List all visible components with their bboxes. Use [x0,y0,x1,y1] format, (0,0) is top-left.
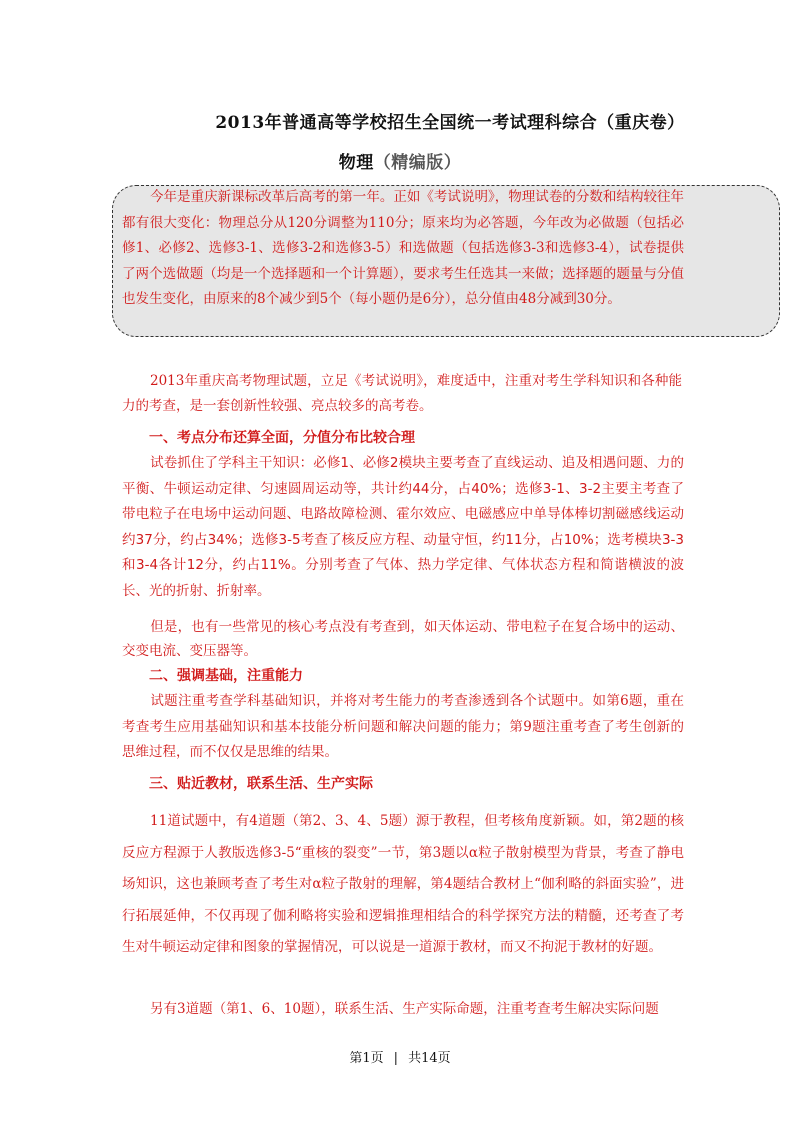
section1-text-1: 试卷抓住了学科主干知识：必修1、必修2模块主要考查了直线运动、追及相遇问题、力的平衡、牛顿运动定律、匀速圆周运动等，共计约44分，占40%；选修3-1、3-2主要主考查了带电粒子在电场中运动问题、电路故障检测、霍尔效应、电磁感应中单导体棒切割磁感线运动约37分，约占34%；选修3-5考查了核反应方程、动量守恒，约11分，占10%；选考模块3-3和3-4各计12分，约占11%。分别考查了气体、热力学定律、气体状态方程和简谐横波的波长、光的折射、折射率。 [122,455,684,599]
section3-heading: 三、贴近教材，联系生活、生产实际 [149,776,373,792]
section2-text: 试题注重考查学科基础知识，并将对考生能力的考查渗透到各个试题中。如第6题，重在考查考生应用基础知识和基本技能分析问题和解决问题的能力；第9题注重考查了考生创新的思维过程，而不仅仅是思维的结果。 [122,693,684,760]
document-subtitle [0,148,800,173]
subtitle-edition: （精编版） [373,153,462,173]
section1-paragraph-1 [122,451,684,604]
subtitle-main: 物理 [338,153,374,173]
general-text: 2013年重庆高考物理试题，立足《考试说明》，难度适中，注重对考生学科知识和各种能力的考查，是一套创新性较强、亮点较多的高考卷。 [122,373,682,414]
intro-paragraph [122,185,684,313]
section3-paragraph-2 [122,997,684,1022]
document-title: 2013年普通高等学校招生全国统一考试理科综合（重庆卷） [215,113,685,133]
section2-paragraph [122,689,684,766]
general-paragraph [122,369,682,419]
footer-total-pages: 共14页 [408,1051,451,1066]
intro-text: 今年是重庆新课标改革后高考的第一年。正如《考试说明》，物理试卷的分数和结构较往年都有很大变化：物理总分从120分调整为110分；原来均为必答题，今年改为必做题（包括必修1、必修2、选修3-1、选修3-2和选修3-5）和选做题（包括选修3-3和选修3-4），试卷提供了两个选做题（均是一个选择题和一个计算题），要求考生任选其一来做；选择题的题量与分值也发生变化，由原来的8个减少到5个（每小题仍是6分），总分值由48分减到30分。 [122,189,684,307]
footer-page-number: 第1页 [349,1051,384,1066]
section1-text-2: 但是，也有一些常见的核心考点没有考查到，如天体运动、带电粒子在复合场中的运动、交变电流、变压器等。 [122,619,684,659]
footer-separator: | [393,1051,399,1066]
section3-text-1: 11道试题中，有4道题（第2、3、4、5题）源于教程，但考核角度新颖。如，第2题的核反应方程源于人教版选修3-5“重核的裂变”一节，第3题以α粒子散射模型为背景，考查了静电场知识，这也兼顾考查了考生对α粒子散射的理解，第4题结合教材上“伽利略的斜面实验”，进行拓展延伸，不仅再现了伽利略将实验和逻辑推理相结合的科学探究方法的精髓，还考查了考生对牛顿运动定律和图象的掌握情况，可以说是一道源于教材，而又不拘泥于教材的好题。 [122,813,684,955]
section3-paragraph-1 [122,806,684,964]
section3-text-2: 另有3道题（第1、6、10题），联系生活、生产实际命题，注重考查考生解决实际问题 [150,1001,659,1017]
section2-heading: 二、强调基础，注重能力 [149,668,303,684]
section1-heading: 一、考点分布还算全面，分值分布比较合理 [149,430,415,446]
page-footer [0,1047,800,1066]
section1-paragraph-2 [122,615,684,663]
